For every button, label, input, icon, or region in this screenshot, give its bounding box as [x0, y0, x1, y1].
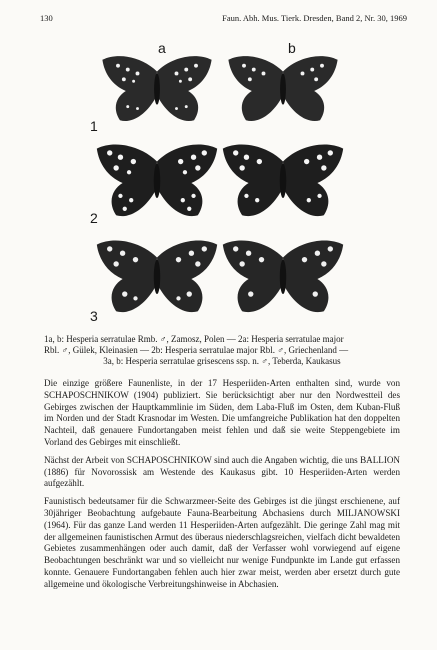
- caption-line: 1a, b: Hesperia serratulae Rmb. ♂, Zamosz, Polen — 2a: Hesperia serratulae major: [44, 334, 344, 344]
- journal-citation: Faun. Abh. Mus. Tierk. Dresden, Band 2, Nr. 30, 1969: [222, 13, 407, 23]
- figure-caption: [44, 334, 400, 367]
- paragraph: Die einzige größere Faunenliste, in der 17 Hesperiiden-Arten enthalten sind, wurde von SCHAPOSCHNIKOW (1904) publiziert. Sie berücksichtigt aber nur den Nordwestteil des Gebirges zwischen der Hauptkammlinie im Süden, dem Laba-Fluß im Osten, dem Kuban-Fluß im Norden und der Stadt Krasnodar im Westen. Die umfangreiche Publikation hat den doppelten Nachteil, daß genauere Fundortangaben meist fehlen und daß sie weite Steppengebiete im Vorland des Gebirges mit einschließt.: [44, 378, 400, 447]
- column-label-a: a: [158, 40, 166, 56]
- butterfly-specimen-1a: [94, 52, 220, 130]
- row-label-1: 1: [90, 118, 98, 134]
- page-number: 130: [40, 13, 53, 23]
- row-label-2: 2: [90, 210, 98, 226]
- caption-line: 3a, b: Hesperia serratulae grisescens ssp. n. ♂, Teberda, Kaukasus: [103, 356, 341, 366]
- row-label-3: 3: [90, 308, 98, 324]
- caption-line: Rbl. ♂, Gülek, Kleinasien — 2b: Hesperia serratulae major Rbl. ♂, Griechenland —: [44, 345, 349, 355]
- column-label-b: b: [288, 40, 296, 56]
- butterfly-specimen-3b: [218, 236, 348, 322]
- running-header: [40, 13, 407, 25]
- butterfly-plate: [88, 40, 340, 326]
- paragraph: Nächst der Arbeit von SCHAPOSCHNIKOW sind auch die Angaben wichtig, die uns BALLION (1886) für Novorossisk am Westende des Kaukasus gibt. 10 Hesperiiden-Arten werden aufgezählt.: [44, 454, 400, 489]
- butterfly-specimen-1b: [220, 52, 346, 130]
- butterfly-specimen-3a: [92, 236, 222, 322]
- butterfly-specimen-2b: [218, 140, 348, 226]
- paragraph: Faunistisch bedeutsamer für die Schwarzmeer-Seite des Gebirges ist die jüngst erschienene, auf 30jähriger Beobachtung aufgebaute Fauna-Bearbeitung Abchasiens durch MILJANOWSKI (1964). Für das ganze Land werden 11 Hesperiiden-Arten aufgezählt. Die geringe Zahl mag mit der allgemeinen faunistischen Armut des überaus niederschlagsreichen, vielfach dicht bewaldeten Gebietes zusammenhängen oder auch damit, daß der Verfasser wohl vorwiegend auf eigene Beobachtungen beschränkt war und so vielleicht nur wenige Fundpunkte im Lande gut erfassen konnte. Genauere Fundortangaben fehlen auch hier zwar meist, werden aber ersetzt durch gute allgemeine und ökologische Verbreitungshinweise in Abchasien.: [44, 496, 400, 589]
- butterfly-specimen-2a: [92, 140, 222, 226]
- body-text: [44, 378, 400, 597]
